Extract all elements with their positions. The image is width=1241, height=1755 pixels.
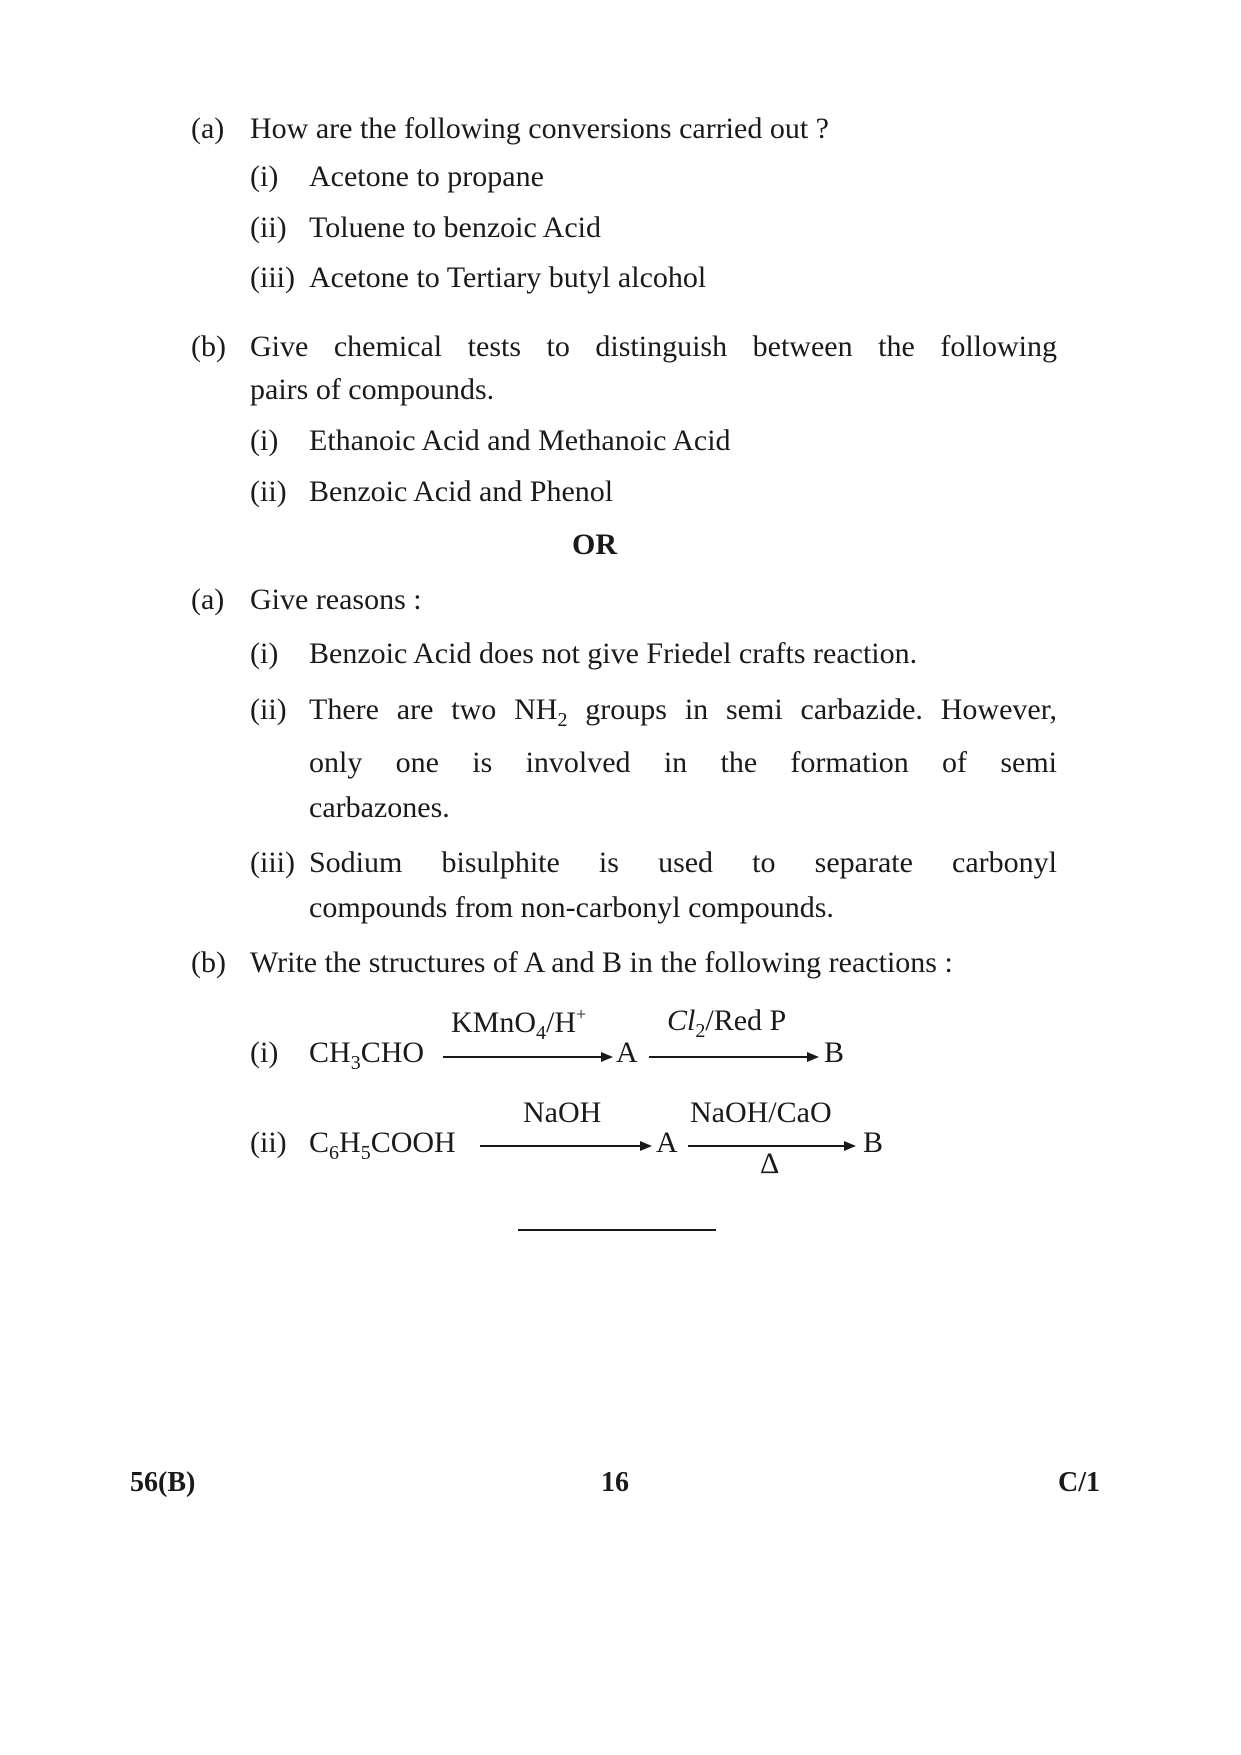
item-number: (i) [250, 160, 279, 193]
arrow-head [807, 1052, 819, 1062]
reagent-label: KMnO$_4$/H+ [451, 1004, 587, 1044]
item-number: (iii) [250, 261, 295, 294]
question-text: How are the following conversions carried out ? [250, 112, 829, 145]
question-text-line: Give chemical tests to distinguish between the following [250, 330, 1057, 363]
arrow-head [601, 1052, 613, 1062]
reaction-arrow [443, 1056, 603, 1058]
question-label-b: (b) [191, 946, 226, 979]
question-label-a: (a) [191, 112, 225, 145]
reactant-formula: $CH_3CHO$ [309, 1036, 425, 1074]
item-text: Acetone to Tertiary butyl alcohol [309, 261, 707, 294]
product-b: B [863, 1126, 884, 1159]
question-label-b: (b) [191, 330, 226, 363]
question-text: Write the structures of A and B in the following reactions : [250, 946, 953, 979]
item-text-line: compounds from non-carbonyl compounds. [309, 891, 834, 924]
item-number: (i) [250, 424, 279, 457]
item-number: (i) [250, 1036, 279, 1069]
item-text-line: carbazones. [309, 791, 450, 824]
product-a: A [616, 1036, 638, 1069]
question-text: Give reasons : [250, 583, 422, 616]
item-number: (iii) [250, 846, 295, 879]
item-text: Toluene to benzoic Acid [309, 211, 601, 244]
item-text: Acetone to propane [309, 160, 544, 193]
item-text-line: There are two $NH_2$ groups in semi carbazide. However, [309, 693, 1058, 731]
item-text: Benzoic Acid does not give Friedel crafts reaction. [309, 637, 918, 670]
item-number: (ii) [250, 1126, 287, 1159]
reagent-label: NaOH [523, 1096, 602, 1129]
product-a: A [656, 1126, 678, 1159]
reaction-condition: Δ [760, 1147, 780, 1180]
item-number: (i) [250, 637, 279, 670]
reaction-arrow [480, 1145, 642, 1147]
page-number: 16 [601, 1467, 629, 1498]
item-number: (ii) [250, 211, 287, 244]
reactant-formula: $C_6H_5COOH$ [309, 1126, 456, 1164]
item-text-line: only one is involved in the formation of semi [309, 746, 1057, 779]
item-number: (ii) [250, 475, 287, 508]
end-rule [518, 1229, 716, 1231]
product-b: B [824, 1036, 845, 1069]
item-text: Ethanoic Acid and Methanoic Acid [309, 424, 731, 457]
paper-set: C/1 [1058, 1467, 1100, 1498]
item-text: Benzoic Acid and Phenol [309, 475, 614, 508]
arrow-head [640, 1141, 652, 1151]
arrow-head [844, 1141, 856, 1151]
item-text-line: Sodium bisulphite is used to separate carbonyl [309, 846, 1057, 879]
item-number: (ii) [250, 693, 287, 726]
reaction-arrow [649, 1056, 809, 1058]
question-label-a: (a) [191, 583, 225, 616]
reagent-label: NaOH/CaO [690, 1096, 832, 1129]
or-divider: OR [572, 528, 617, 561]
question-text-line: pairs of compounds. [250, 373, 495, 406]
question-paper-code: 56(B) [130, 1467, 196, 1498]
reagent-label: $Cl_2$/Red P [667, 1004, 787, 1042]
